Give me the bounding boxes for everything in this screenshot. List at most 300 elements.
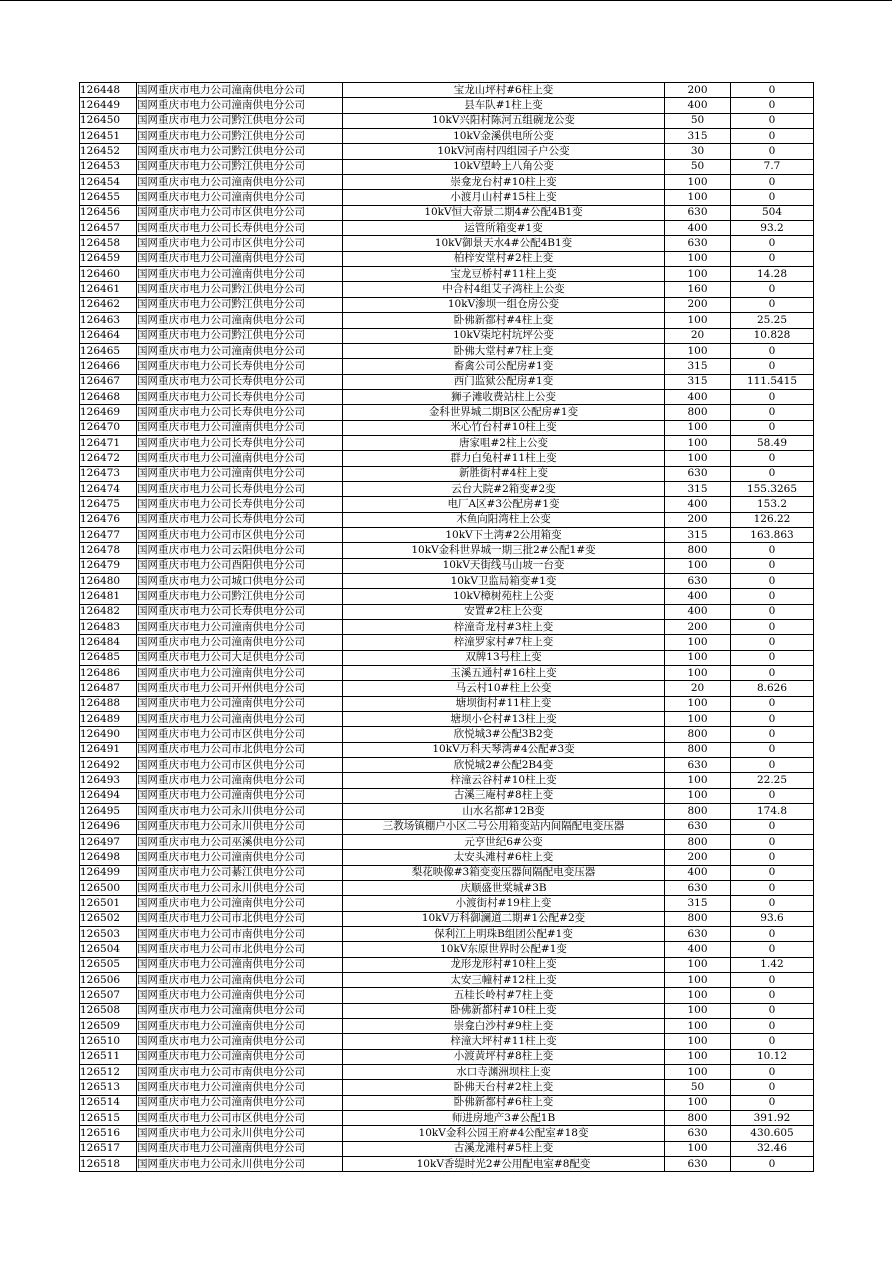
value-cell: 0 [731, 83, 814, 98]
company-cell: 国网重庆市电力公司潼南供电分公司 [137, 972, 343, 987]
company-cell: 国网重庆市电力公司潼南供电分公司 [137, 267, 343, 282]
company-cell: 国网重庆市电力公司市北供电分公司 [137, 942, 343, 957]
table-row [80, 175, 814, 190]
table-row [80, 696, 814, 711]
row-id-cell: 126457 [80, 221, 137, 236]
transformer-name-cell: 太安头滩村#6柱上变 [343, 850, 665, 865]
transformer-name-cell: 龙形龙形村#10柱上变 [343, 957, 665, 972]
row-id-cell: 126455 [80, 190, 137, 205]
table-row [80, 144, 814, 159]
company-cell: 国网重庆市电力公司潼南供电分公司 [137, 190, 343, 205]
row-id-cell: 126467 [80, 374, 137, 389]
capacity-cell: 100 [665, 1095, 731, 1110]
capacity-cell: 100 [665, 972, 731, 987]
table-row [80, 1157, 814, 1172]
company-cell: 国网重庆市电力公司长寿供电分公司 [137, 389, 343, 404]
transformer-name-cell: 群力白兔村#11柱上变 [343, 451, 665, 466]
capacity-cell: 30 [665, 144, 731, 159]
table-row [80, 1065, 814, 1080]
value-cell: 0 [731, 451, 814, 466]
table-row [80, 804, 814, 819]
row-id-cell: 126497 [80, 834, 137, 849]
value-cell: 22.25 [731, 773, 814, 788]
value-cell: 174.8 [731, 804, 814, 819]
table-row [80, 497, 814, 512]
table-row [80, 1141, 814, 1156]
transformer-name-cell: 米心竹台村#10柱上变 [343, 420, 665, 435]
company-cell: 国网重庆市电力公司永川供电分公司 [137, 880, 343, 895]
value-cell: 0 [731, 788, 814, 803]
row-id-cell: 126459 [80, 251, 137, 266]
row-id-cell: 126511 [80, 1049, 137, 1064]
company-cell: 国网重庆市电力公司云阳供电分公司 [137, 543, 343, 558]
table-row [80, 297, 814, 312]
row-id-cell: 126477 [80, 527, 137, 542]
company-cell: 国网重庆市电力公司潼南供电分公司 [137, 620, 343, 635]
company-cell: 国网重庆市电力公司城口供电分公司 [137, 574, 343, 589]
row-id-cell: 126489 [80, 712, 137, 727]
row-id-cell: 126499 [80, 865, 137, 880]
row-id-cell: 126469 [80, 405, 137, 420]
company-cell: 国网重庆市电力公司市区供电分公司 [137, 236, 343, 251]
transformer-name-cell: 梓潼云谷村#10柱上变 [343, 773, 665, 788]
company-cell: 国网重庆市电力公司潼南供电分公司 [137, 1141, 343, 1156]
table-row [80, 681, 814, 696]
row-id-cell: 126514 [80, 1095, 137, 1110]
transformer-name-cell: 狮子滩收费站柱上公变 [343, 389, 665, 404]
capacity-cell: 200 [665, 850, 731, 865]
transformer-name-cell: 崇龛白沙村#9柱上变 [343, 1018, 665, 1033]
row-id-cell: 126498 [80, 850, 137, 865]
row-id-cell: 126454 [80, 175, 137, 190]
row-id-cell: 126504 [80, 942, 137, 957]
company-cell: 国网重庆市电力公司市区供电分公司 [137, 527, 343, 542]
transformer-name-cell: 10kV柒坨村坑坪公变 [343, 328, 665, 343]
capacity-cell: 400 [665, 604, 731, 619]
company-cell: 国网重庆市电力公司潼南供电分公司 [137, 83, 343, 98]
row-id-cell: 126495 [80, 804, 137, 819]
transformer-name-cell: 欣悦城2#公配2B4变 [343, 758, 665, 773]
transformer-name-cell: 10kV东原世界时公配#1变 [343, 942, 665, 957]
row-id-cell: 126452 [80, 144, 137, 159]
company-cell: 国网重庆市电力公司潼南供电分公司 [137, 1049, 343, 1064]
table-row [80, 282, 814, 297]
company-cell: 国网重庆市电力公司市南供电分公司 [137, 1065, 343, 1080]
row-id-cell: 126453 [80, 159, 137, 174]
value-cell: 0 [731, 297, 814, 312]
company-cell: 国网重庆市电力公司长寿供电分公司 [137, 481, 343, 496]
transformer-name-cell: 梓潼奇龙村#3柱上变 [343, 620, 665, 635]
table-row [80, 205, 814, 220]
company-cell: 国网重庆市电力公司市区供电分公司 [137, 205, 343, 220]
value-cell: 0 [731, 1034, 814, 1049]
company-cell: 国网重庆市电力公司潼南供电分公司 [137, 896, 343, 911]
capacity-cell: 100 [665, 957, 731, 972]
row-id-cell: 126474 [80, 481, 137, 496]
company-cell: 国网重庆市电力公司潼南供电分公司 [137, 988, 343, 1003]
value-cell: 0 [731, 604, 814, 619]
table-row [80, 129, 814, 144]
value-cell: 0 [731, 758, 814, 773]
value-cell: 0 [731, 420, 814, 435]
company-cell: 国网重庆市电力公司潼南供电分公司 [137, 712, 343, 727]
row-id-cell: 126500 [80, 880, 137, 895]
transformer-name-cell: 山水名都#12B变 [343, 804, 665, 819]
transformer-name-cell: 崇龛龙台村#10柱上变 [343, 175, 665, 190]
transformer-name-cell: 小渡街村#19柱上变 [343, 896, 665, 911]
transformer-name-cell: 县车队#1柱上变 [343, 98, 665, 113]
value-cell: 0 [731, 282, 814, 297]
transformer-name-cell: 小渡黄坪村#8柱上变 [343, 1049, 665, 1064]
company-cell: 国网重庆市电力公司大足供电分公司 [137, 650, 343, 665]
capacity-cell: 100 [665, 635, 731, 650]
table-row [80, 712, 814, 727]
company-cell: 国网重庆市电力公司市北供电分公司 [137, 742, 343, 757]
row-id-cell: 126464 [80, 328, 137, 343]
company-cell: 国网重庆市电力公司巫溪供电分公司 [137, 834, 343, 849]
row-id-cell: 126488 [80, 696, 137, 711]
value-cell: 0 [731, 712, 814, 727]
value-cell: 0 [731, 926, 814, 941]
transformer-name-cell: 10kV万科御澜道二期#1公配#2变 [343, 911, 665, 926]
table-row [80, 650, 814, 665]
value-cell: 0 [731, 850, 814, 865]
capacity-cell: 800 [665, 727, 731, 742]
transformer-name-cell: 唐家咀#2柱上公变 [343, 435, 665, 450]
transformer-name-cell: 马云村10#柱上公变 [343, 681, 665, 696]
table-row [80, 926, 814, 941]
capacity-cell: 100 [665, 313, 731, 328]
company-cell: 国网重庆市电力公司潼南供电分公司 [137, 773, 343, 788]
company-cell: 国网重庆市电力公司黔江供电分公司 [137, 589, 343, 604]
capacity-cell: 400 [665, 389, 731, 404]
transformer-name-cell: 五桂长岭村#7柱上变 [343, 988, 665, 1003]
value-cell: 0 [731, 574, 814, 589]
row-id-cell: 126485 [80, 650, 137, 665]
row-id-cell: 126510 [80, 1034, 137, 1049]
company-cell: 国网重庆市电力公司潼南供电分公司 [137, 466, 343, 481]
row-id-cell: 126517 [80, 1141, 137, 1156]
value-cell: 153.2 [731, 497, 814, 512]
company-cell: 国网重庆市电力公司潼南供电分公司 [137, 343, 343, 358]
row-id-cell: 126490 [80, 727, 137, 742]
value-cell: 111.5415 [731, 374, 814, 389]
capacity-cell: 50 [665, 1080, 731, 1095]
value-cell: 0 [731, 1157, 814, 1172]
capacity-cell: 100 [665, 1065, 731, 1080]
row-id-cell: 126501 [80, 896, 137, 911]
row-id-cell: 126496 [80, 819, 137, 834]
company-cell: 国网重庆市电力公司黔江供电分公司 [137, 282, 343, 297]
company-cell: 国网重庆市电力公司长寿供电分公司 [137, 435, 343, 450]
company-cell: 国网重庆市电力公司市北供电分公司 [137, 911, 343, 926]
row-id-cell: 126465 [80, 343, 137, 358]
capacity-cell: 400 [665, 942, 731, 957]
capacity-cell: 100 [665, 1049, 731, 1064]
company-cell: 国网重庆市电力公司潼南供电分公司 [137, 666, 343, 681]
capacity-cell: 315 [665, 527, 731, 542]
capacity-cell: 20 [665, 681, 731, 696]
capacity-cell: 100 [665, 1141, 731, 1156]
transformer-name-cell: 木鱼向阳湾柱上公变 [343, 512, 665, 527]
value-cell: 25.25 [731, 313, 814, 328]
company-cell: 国网重庆市电力公司长寿供电分公司 [137, 604, 343, 619]
transformer-name-cell: 10kV天街线马山坡一台变 [343, 558, 665, 573]
transformer-name-cell: 10kV下土湾#2公用箱变 [343, 527, 665, 542]
value-cell: 0 [731, 650, 814, 665]
transformer-name-cell: 中合村4组艾子湾柱上公变 [343, 282, 665, 297]
value-cell: 0 [731, 620, 814, 635]
transformer-name-cell: 10kV河南村四组园子户公变 [343, 144, 665, 159]
value-cell: 14.28 [731, 267, 814, 282]
transformer-name-cell: 古溪龙滩村#5柱上变 [343, 1141, 665, 1156]
value-cell: 0 [731, 742, 814, 757]
capacity-cell: 315 [665, 481, 731, 496]
value-cell: 10.828 [731, 328, 814, 343]
capacity-cell: 630 [665, 236, 731, 251]
transformer-name-cell: 塘坝街村#11柱上变 [343, 696, 665, 711]
capacity-cell: 630 [665, 1126, 731, 1141]
row-id-cell: 126508 [80, 1003, 137, 1018]
value-cell: 0 [731, 1018, 814, 1033]
capacity-cell: 315 [665, 896, 731, 911]
capacity-cell: 100 [665, 712, 731, 727]
value-cell: 0 [731, 343, 814, 358]
transformer-name-cell: 10kV金科世界城一期三批2#公配1#变 [343, 543, 665, 558]
value-cell: 1.42 [731, 957, 814, 972]
row-id-cell: 126486 [80, 666, 137, 681]
row-id-cell: 126468 [80, 389, 137, 404]
capacity-cell: 200 [665, 83, 731, 98]
capacity-cell: 800 [665, 911, 731, 926]
transformer-name-cell: 西门监狱公配房#1变 [343, 374, 665, 389]
capacity-cell: 100 [665, 773, 731, 788]
transformer-name-cell: 梓潼大坪村#11柱上变 [343, 1034, 665, 1049]
row-id-cell: 126456 [80, 205, 137, 220]
value-cell: 0 [731, 175, 814, 190]
table-row [80, 834, 814, 849]
value-cell: 0 [731, 1080, 814, 1095]
table-row [80, 313, 814, 328]
company-cell: 国网重庆市电力公司潼南供电分公司 [137, 1003, 343, 1018]
row-id-cell: 126473 [80, 466, 137, 481]
company-cell: 国网重庆市电力公司市南供电分公司 [137, 926, 343, 941]
value-cell: 32.46 [731, 1141, 814, 1156]
row-id-cell: 126503 [80, 926, 137, 941]
transformer-name-cell: 金科世界城二期B区公配房#1变 [343, 405, 665, 420]
transformer-name-cell: 卧佛新都村#10柱上变 [343, 1003, 665, 1018]
capacity-cell: 100 [665, 451, 731, 466]
company-cell: 国网重庆市电力公司酉阳供电分公司 [137, 558, 343, 573]
transformer-name-cell: 10kV兴阳村陈河五组碗龙公变 [343, 113, 665, 128]
value-cell: 0 [731, 543, 814, 558]
table-row [80, 604, 814, 619]
capacity-cell: 100 [665, 175, 731, 190]
capacity-cell: 100 [665, 190, 731, 205]
table-row [80, 405, 814, 420]
capacity-cell: 100 [665, 1003, 731, 1018]
capacity-cell: 630 [665, 205, 731, 220]
page-top-border [0, 0, 892, 1]
table-row [80, 727, 814, 742]
table-row [80, 83, 814, 98]
transformer-name-cell: 卧佛新都村#6柱上变 [343, 1095, 665, 1110]
table-row [80, 788, 814, 803]
table-row [80, 880, 814, 895]
capacity-cell: 100 [665, 558, 731, 573]
capacity-cell: 100 [665, 1034, 731, 1049]
transformer-name-cell: 卧佛大堂村#7柱上变 [343, 343, 665, 358]
transformer-name-cell: 塘坝小仑村#13柱上变 [343, 712, 665, 727]
company-cell: 国网重庆市电力公司黔江供电分公司 [137, 129, 343, 144]
company-cell: 国网重庆市电力公司永川供电分公司 [137, 804, 343, 819]
transformer-name-cell: 卧佛天台村#2柱上变 [343, 1080, 665, 1095]
capacity-cell: 100 [665, 435, 731, 450]
transformer-name-cell: 10kV卫监局箱变#1变 [343, 574, 665, 589]
capacity-cell: 800 [665, 543, 731, 558]
table-row [80, 190, 814, 205]
table-row [80, 159, 814, 174]
company-cell: 国网重庆市电力公司潼南供电分公司 [137, 1095, 343, 1110]
value-cell: 0 [731, 819, 814, 834]
table-row [80, 221, 814, 236]
value-cell: 0 [731, 144, 814, 159]
capacity-cell: 800 [665, 405, 731, 420]
table-row [80, 666, 814, 681]
company-cell: 国网重庆市电力公司潼南供电分公司 [137, 957, 343, 972]
row-id-cell: 126506 [80, 972, 137, 987]
row-id-cell: 126480 [80, 574, 137, 589]
table-row [80, 267, 814, 282]
row-id-cell: 126475 [80, 497, 137, 512]
value-cell: 0 [731, 988, 814, 1003]
value-cell: 0 [731, 558, 814, 573]
company-cell: 国网重庆市电力公司市区供电分公司 [137, 1111, 343, 1126]
transformer-name-cell: 畜禽公司公配房#1变 [343, 359, 665, 374]
company-cell: 国网重庆市电力公司长寿供电分公司 [137, 497, 343, 512]
capacity-cell: 400 [665, 497, 731, 512]
table-row [80, 113, 814, 128]
company-cell: 国网重庆市电力公司潼南供电分公司 [137, 1080, 343, 1095]
company-cell: 国网重庆市电力公司潼南供电分公司 [137, 420, 343, 435]
company-cell: 国网重庆市电力公司市区供电分公司 [137, 758, 343, 773]
capacity-cell: 50 [665, 113, 731, 128]
transformer-name-cell: 梨花映像#3箱变变压器间隔配电变压器 [343, 865, 665, 880]
capacity-cell: 100 [665, 343, 731, 358]
row-id-cell: 126481 [80, 589, 137, 604]
capacity-cell: 50 [665, 159, 731, 174]
company-cell: 国网重庆市电力公司潼南供电分公司 [137, 696, 343, 711]
row-id-cell: 126470 [80, 420, 137, 435]
transformer-name-cell: 10kV万科天琴湾#4公配#3变 [343, 742, 665, 757]
transformer-name-cell: 玉溪五通村#16柱上变 [343, 666, 665, 681]
table-row [80, 1126, 814, 1141]
table-row [80, 512, 814, 527]
row-id-cell: 126479 [80, 558, 137, 573]
value-cell: 0 [731, 98, 814, 113]
company-cell: 国网重庆市电力公司长寿供电分公司 [137, 512, 343, 527]
capacity-cell: 315 [665, 359, 731, 374]
row-id-cell: 126450 [80, 113, 137, 128]
table-row [80, 773, 814, 788]
company-cell: 国网重庆市电力公司黔江供电分公司 [137, 328, 343, 343]
value-cell: 0 [731, 880, 814, 895]
value-cell: 7.7 [731, 159, 814, 174]
value-cell: 430.605 [731, 1126, 814, 1141]
value-cell: 10.12 [731, 1049, 814, 1064]
capacity-cell: 315 [665, 374, 731, 389]
transformer-name-cell: 师进房地产3#公配1B [343, 1111, 665, 1126]
value-cell: 0 [731, 190, 814, 205]
table-row [80, 481, 814, 496]
row-id-cell: 126487 [80, 681, 137, 696]
transformer-name-cell: 电厂A区#3公配房#1变 [343, 497, 665, 512]
transformer-name-cell: 宝龙豆桥村#11柱上变 [343, 267, 665, 282]
transformer-name-cell: 古溪三庵村#8柱上变 [343, 788, 665, 803]
value-cell: 163.863 [731, 527, 814, 542]
capacity-cell: 200 [665, 620, 731, 635]
table-row [80, 359, 814, 374]
transformer-name-cell: 柏梓安堂村#2柱上变 [343, 251, 665, 266]
transformer-name-cell: 宝龙山坪村#6柱上变 [343, 83, 665, 98]
transformer-name-cell: 水口寺渊洲坝柱上变 [343, 1065, 665, 1080]
row-id-cell: 126449 [80, 98, 137, 113]
table-row [80, 850, 814, 865]
capacity-cell: 630 [665, 880, 731, 895]
row-id-cell: 126460 [80, 267, 137, 282]
value-cell: 0 [731, 405, 814, 420]
transformer-name-cell: 新胜街村#4柱上变 [343, 466, 665, 481]
transformer-name-cell: 10kV望岭上八角公变 [343, 159, 665, 174]
company-cell: 国网重庆市电力公司綦江供电分公司 [137, 865, 343, 880]
company-cell: 国网重庆市电力公司黔江供电分公司 [137, 159, 343, 174]
table-row [80, 466, 814, 481]
transformer-name-cell: 10kV御景天水4#公配4B1变 [343, 236, 665, 251]
row-id-cell: 126515 [80, 1111, 137, 1126]
value-cell: 0 [731, 666, 814, 681]
company-cell: 国网重庆市电力公司黔江供电分公司 [137, 144, 343, 159]
table-row [80, 589, 814, 604]
company-cell: 国网重庆市电力公司黔江供电分公司 [137, 297, 343, 312]
row-id-cell: 126472 [80, 451, 137, 466]
transformer-name-cell: 运管所箱变#1变 [343, 221, 665, 236]
table-row [80, 98, 814, 113]
row-id-cell: 126509 [80, 1018, 137, 1033]
row-id-cell: 126483 [80, 620, 137, 635]
capacity-cell: 630 [665, 466, 731, 481]
value-cell: 93.6 [731, 911, 814, 926]
table-row [80, 957, 814, 972]
transformer-name-cell: 庆顺盛世棠城#3B [343, 880, 665, 895]
table-row [80, 451, 814, 466]
transformer-name-cell: 10kV渗坝一组仓房公变 [343, 297, 665, 312]
value-cell: 0 [731, 635, 814, 650]
table-row [80, 251, 814, 266]
table-body [80, 83, 814, 1172]
capacity-cell: 100 [665, 420, 731, 435]
row-id-cell: 126478 [80, 543, 137, 558]
value-cell: 0 [731, 1065, 814, 1080]
capacity-cell: 20 [665, 328, 731, 343]
table-row [80, 435, 814, 450]
transformer-name-cell: 安置#2柱上公变 [343, 604, 665, 619]
capacity-cell: 800 [665, 804, 731, 819]
company-cell: 国网重庆市电力公司潼南供电分公司 [137, 788, 343, 803]
table-row [80, 758, 814, 773]
transformer-table [79, 82, 814, 1172]
company-cell: 国网重庆市电力公司永川供电分公司 [137, 1126, 343, 1141]
table-row [80, 1111, 814, 1126]
